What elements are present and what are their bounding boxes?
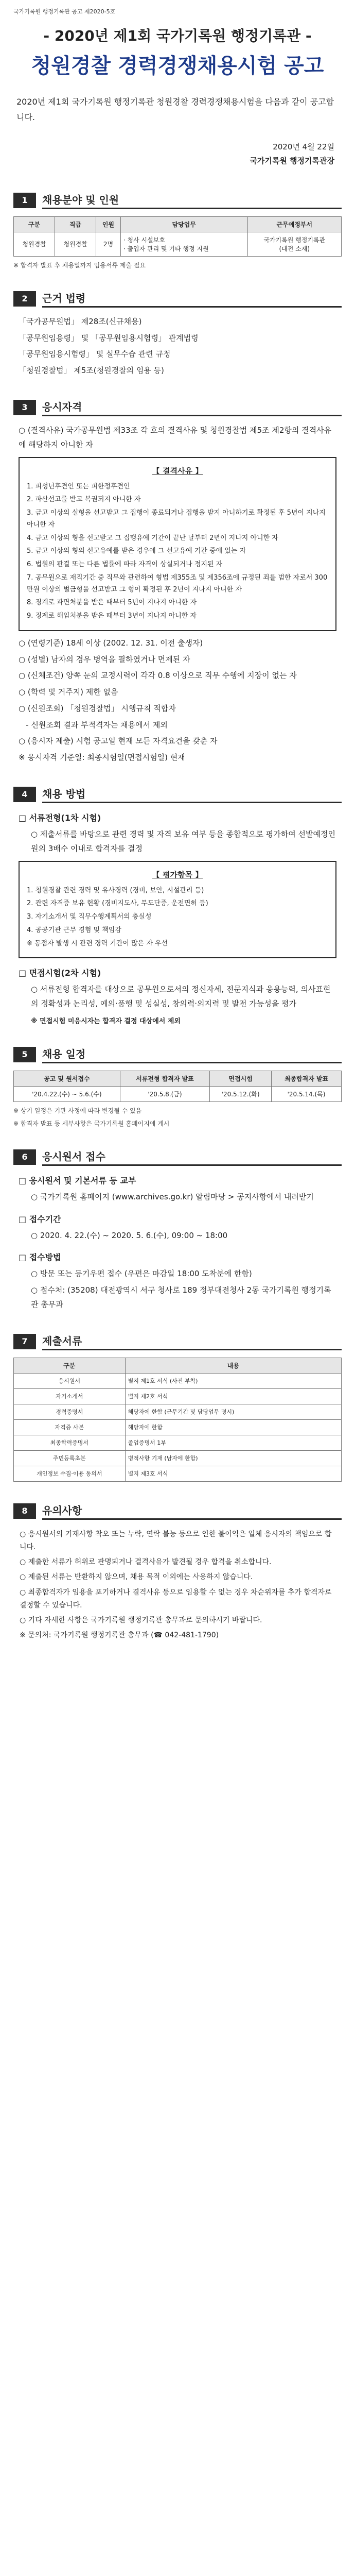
- table-row: [14, 1404, 342, 1419]
- list-item: 2. 관련 자격증 보유 현황 (경비지도사, 무도단증, 운전면허 등): [27, 900, 208, 908]
- documents-table: [13, 1358, 342, 1482]
- table-cell: 국가기록원 행정기록관 (대전 소재): [247, 232, 341, 256]
- table-row: [14, 1435, 342, 1450]
- list-item: ○ 제출한 서류가 허위로 판명되거나 결격사유가 발견될 경우 합격을 취소합니다.: [20, 1558, 272, 1567]
- list-item: 3. 금고 이상의 실형을 선고받고 그 집행이 종료되거나 집행을 받지 아니하기로 확정된 후 5년이 지나지 아니한 자: [27, 509, 326, 529]
- list-item: ○ (연령기준) 18세 이상 (2002. 12. 31. 이전 출생자): [19, 638, 203, 648]
- disqualification-box: [19, 457, 336, 631]
- paragraph: ○ 방문 또는 등기우편 접수 (우편은 마감일 18:00 도착분에 한함): [31, 1269, 252, 1279]
- list-item: 2. 파산선고를 받고 복권되지 아니한 자: [27, 496, 141, 504]
- section-header-7: [13, 1333, 342, 1350]
- table-cell: 병적사항 기재 (남자에 한함): [125, 1450, 341, 1466]
- table-header: 인원: [96, 216, 121, 232]
- paragraph: ○ 제출서류를 바탕으로 관련 경력 및 자격 보유 여부 등을 종합적으로 평가하여 선발예정인원의 3배수 이내로 합격자를 결정: [31, 829, 335, 853]
- section-title: 채용 방법: [42, 786, 342, 803]
- notice-list: [13, 1528, 342, 1642]
- section-number: 7: [13, 1334, 36, 1349]
- list-item: ○ (학력 및 거주지) 제한 없음: [19, 687, 118, 697]
- box-title: 【 결격사유 】: [152, 466, 203, 476]
- page-title: 청원경찰 경력경쟁채용시험 공고: [31, 54, 324, 78]
- table-cell: 자기소개서: [14, 1388, 126, 1404]
- list-item: ○ 응시원서의 기재사항 착오 또는 누락, 연락 불능 등으로 인한 불이익은 일체 응시자의 책임으로 합니다.: [20, 1530, 332, 1552]
- paragraph: ○ (결격사유) 국가공무원법 제33조 각 호의 결격사유 및 청원경찰법 제5조 제2항의 결격사유에 해당하지 아니한 자: [19, 425, 332, 449]
- table-cell: 청원경찰: [55, 232, 96, 256]
- subsection-title: □ 접수기간: [19, 1214, 61, 1224]
- table-header: 근무예정부서: [247, 216, 341, 232]
- table-row: [14, 1373, 342, 1388]
- table-row: [14, 1419, 342, 1435]
- section-header-6: [13, 1148, 342, 1166]
- schedule-table: [13, 1071, 342, 1102]
- section-title: 채용 일정: [42, 1046, 342, 1063]
- table-header: 구분: [14, 1358, 126, 1373]
- paragraph: ○ 2020. 4. 22.(수) ~ 2020. 5. 6.(수), 09:00 ~ 18:00: [31, 1230, 228, 1240]
- table-header: 직급: [55, 216, 96, 232]
- section-header-5: [13, 1046, 342, 1063]
- document-number: 국가기록원 행정기록관 공고 제2020-5호: [13, 8, 116, 15]
- section-number: 5: [13, 1047, 36, 1062]
- table-cell: 주민등록초본: [14, 1450, 126, 1466]
- table-header: 내용: [125, 1358, 341, 1373]
- table-cell: 별지 제2호 서식: [125, 1388, 341, 1404]
- list-item: 「청원경찰법」 제5조(청원경찰의 임용 등): [19, 366, 164, 376]
- address: ○ 접수처: (35208) 대전광역시 서구 청사로 189 정부대전청사 2동 국가기록원 행정기록관 총무과: [31, 1285, 331, 1309]
- list-item: 1. 피성년후견인 또는 피한정후견인: [27, 482, 130, 490]
- table-header: 최종합격자 발표: [272, 1071, 342, 1086]
- section-title: 채용분야 및 인원: [42, 192, 342, 209]
- list-item: ○ (신원조회) 「청원경찰법」 시행규칙 적합자: [19, 703, 176, 713]
- table-note: ※ 합격자 발표 등 세부사항은 국가기록원 홈페이지에 게시: [13, 1120, 170, 1127]
- announce-org: 국가기록원 행정기록관장: [250, 156, 334, 165]
- table-header: 면접시험: [210, 1071, 272, 1086]
- section-title: 근거 법령: [42, 290, 342, 308]
- table-cell: 해당자에 한함: [125, 1419, 341, 1435]
- table-note: ※ 합격자 발표 후 채용일까지 임용서류 제출 필요: [13, 261, 146, 269]
- section-number: 6: [13, 1149, 36, 1165]
- recruit-table: [13, 216, 342, 257]
- table-cell: 별지 제1호 서식 (사진 부착): [125, 1373, 341, 1388]
- table-cell: 졸업증명서 1부: [125, 1435, 341, 1450]
- title-subtitle: - 2020년 제1회 국가기록원 행정기록관 -: [43, 27, 312, 44]
- paragraph: ○ 서류전형 합격자를 대상으로 공무원으로서의 정신자세, 전문지식과 응용능력, 의사표현의 정확성과 논리성, 예의·품행 및 성실성, 창의력·의지력 및 발전 가능성을 평가: [31, 985, 331, 1009]
- contact-info: ※ 문의처: 국가기록원 행정기록관 총무과 (☎ 042-481-1790): [20, 1631, 219, 1640]
- table-cell: · 청사 시설보호 · 출입자 관리 및 기타 행정 지원: [120, 232, 247, 256]
- section-title: 응시원서 접수: [42, 1148, 342, 1166]
- list-item: ※ 응시자격 기준일: 최종시험일(면접시험일) 현재: [19, 753, 185, 762]
- list-item: ○ 제출된 서류는 반환하지 않으며, 채용 목적 이외에는 사용하지 않습니다.: [20, 1573, 253, 1582]
- list-item: - 신원조회 결과 부적격자는 채용에서 제외: [19, 720, 168, 730]
- section-number: 4: [13, 787, 36, 802]
- list-item: 4. 공공기관 근무 경험 및 책임감: [27, 926, 121, 934]
- table-cell: 별지 제3호 서식: [125, 1466, 341, 1481]
- section-title: 유의사항: [42, 1502, 342, 1520]
- table-header: 담당업무: [120, 216, 247, 232]
- table-row: [14, 1450, 342, 1466]
- table-cell: '20.5.8.(금): [120, 1086, 210, 1101]
- list-item: 7. 공무원으로 재직기간 중 직무와 관련하여 형법 제355조 및 제356조에 규정된 죄를 범한 자로서 300만원 이상의 벌금형을 선고받고 그 형이 확정된 후 2년이 지나지 아니한 자: [27, 573, 328, 594]
- list-item: ※ 동점자 발생 시 관련 경력 기간이 많은 자 우선: [27, 939, 168, 947]
- table-cell: '20.5.12.(화): [210, 1086, 272, 1101]
- table-header: 공고 및 원서접수: [14, 1071, 120, 1086]
- list-item: 3. 자기소개서 및 직무수행계획서의 충실성: [27, 913, 152, 921]
- subsection-title: □ 접수방법: [19, 1252, 61, 1263]
- caution-note: ※ 면접시험 미응시자는 합격자 결정 대상에서 제외: [31, 1017, 181, 1025]
- section-number: 8: [13, 1503, 36, 1519]
- evaluation-box: [19, 861, 336, 958]
- table-cell: 개인정보 수집·이용 동의서: [14, 1466, 126, 1481]
- table-cell: 청원경찰: [14, 232, 55, 256]
- table-cell: 경력증명서: [14, 1404, 126, 1419]
- section-header-1: [13, 192, 342, 209]
- subsection-title: □ 응시원서 및 기본서류 등 교부: [19, 1175, 136, 1185]
- list-item: 9. 징계로 해임처분을 받은 때부터 3년이 지나지 아니한 자: [27, 612, 197, 620]
- list-item: 1. 청원경찰 관련 경력 및 유사경력 (경비, 보안, 시설관리 등): [27, 886, 204, 894]
- table-cell: 자격증 사본: [14, 1419, 126, 1435]
- section-number: 2: [13, 291, 36, 307]
- qualification-intro: [13, 423, 342, 452]
- list-item: ○ 기타 자세한 사항은 국가기록원 행정기록관 총무과로 문의하시기 바랍니다.: [20, 1616, 262, 1624]
- section-title: 제출서류: [42, 1333, 342, 1350]
- table-header: 구분: [14, 216, 55, 232]
- section-header-3: [13, 399, 342, 416]
- table-cell: '20.4.22.(수) ~ 5.6.(수): [14, 1086, 120, 1101]
- table-cell: 2명: [96, 232, 121, 256]
- table-row: [14, 1466, 342, 1481]
- table-cell: 응시원서: [14, 1373, 126, 1388]
- subsection-title: □ 서류전형(1차 시험): [19, 812, 101, 823]
- table-cell: '20.5.14.(목): [272, 1086, 342, 1101]
- paragraph: ○ 국가기록원 홈페이지 (www.archives.go.kr) 알림마당 > 공지사항에서 내려받기: [31, 1192, 314, 1201]
- list-item: 「공무원임용령」 및 「공무원임용시험령」 관계법령: [19, 333, 199, 343]
- table-cell: 해당자에 한함 (근무기간 및 담당업무 명시): [125, 1404, 341, 1419]
- list-item: 5. 금고 이상의 형의 선고유예를 받은 경우에 그 선고유예 기간 중에 있는 자: [27, 547, 246, 555]
- section-header-8: [13, 1502, 342, 1520]
- section-header-4: [13, 786, 342, 803]
- intro-text: 2020년 제1회 국가기록원 행정기록관 청원경찰 경력경쟁채용시험을 다음과 같이 공고합니다.: [16, 97, 334, 123]
- subsection-title: □ 면접시험(2차 시험): [19, 968, 101, 978]
- table-row: [14, 1388, 342, 1404]
- section-number: 3: [13, 400, 36, 415]
- list-item: ○ (신체조건) 양쪽 눈의 교정시력이 각각 0.8 이상으로 직무 수행에 지장이 없는 자: [19, 671, 297, 681]
- section-header-2: [13, 290, 342, 308]
- box-title: 【 평가항목 】: [152, 870, 203, 880]
- table-cell: 최종학력증명서: [14, 1435, 126, 1450]
- list-item: 「공무원임용시험령」 및 실무수습 관련 규정: [19, 349, 171, 359]
- list-item: ○ (성별) 남자의 경우 병역을 필하였거나 면제된 자: [19, 654, 190, 664]
- list-item: 4. 금고 이상의 형을 선고받고 그 집행유예 기간이 끝난 날부터 2년이 지나지 아니한 자: [27, 534, 278, 542]
- table-header: 서류전형 합격자 발표: [120, 1071, 210, 1086]
- list-item: 8. 징계로 파면처분을 받은 때부터 5년이 지나지 아니한 자: [27, 599, 197, 607]
- list-item: ○ (응시자 제출) 시험 공고일 현재 모든 자격요건을 갖춘 자: [19, 736, 218, 746]
- qualification-list: [13, 636, 342, 765]
- list-item: 6. 법원의 판결 또는 다른 법률에 따라 자격이 상실되거나 정지된 자: [27, 561, 223, 569]
- announce-date: 2020년 4월 22일: [273, 142, 334, 151]
- section-number: 1: [13, 193, 36, 208]
- law-list: [13, 315, 342, 378]
- table-note: ※ 상기 일정은 기관 사정에 따라 변경될 수 있음: [13, 1107, 142, 1114]
- list-item: ○ 최종합격자가 임용을 포기하거나 결격사유 등으로 임용할 수 없는 경우 차순위자를 추가 합격자로 결정할 수 있습니다.: [20, 1588, 332, 1609]
- list-item: 「국가공무원법」 제28조(신규채용): [19, 316, 142, 326]
- section-title: 응시자격: [42, 399, 342, 416]
